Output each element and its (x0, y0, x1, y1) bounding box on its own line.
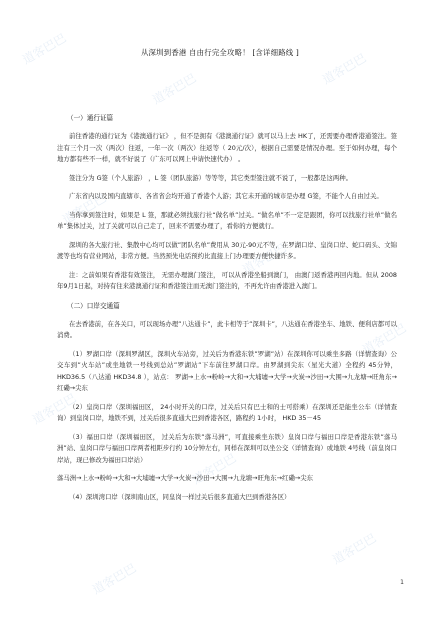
paragraph: 广东省内以及国内直辖市、各省省会均开通了香港个人游；其它未开通的城市是办理 G签，不能个人自由过关。 (69, 192, 383, 200)
paragraph: （2）皇岗口岸（深圳福田区， 24小时开关的口岸，过关后只有巴士和的士可搭乘）在深圳还是能坐公车（详情查询）到皇岗口岸，地铁不到，过关后很多直通大巴到香港各区，路程约 1小时， HKD 35－45 (57, 402, 397, 422)
section-heading-permits: （一）通行证篇 (67, 114, 114, 122)
watermark: 道客巴巴 (59, 190, 109, 227)
paragraph: 当你拿到签注时，如果是 L 签，那就必须找旅行社“做名单”过关。“做名单”不一定是跟团，你可以找旅行社单”做名单”集体过关，过了关就可以自己走了，回来不需要办理了，看你的方便就行。 (57, 210, 397, 230)
watermark: 道客巴巴 (19, 30, 69, 67)
paragraph: 注：之前如果有香港有效签注， 无需办理澳门签注， 可以从香港坐船到澳门， 由澳门返香港再回内地。但从 2008年9月1日起，对持有往来港澳通行证和香港签注而无澳门签注的，不再允许由香港进入澳门。 (57, 270, 397, 290)
section-heading-ports: （二）口岸交通篇 (67, 301, 120, 310)
watermark: 道客巴巴 (239, 240, 289, 277)
watermark: 道客巴巴 (359, 320, 409, 357)
paragraph: （3）福田口岸（深圳福田区， 过关后为东铁”落马洲”，可直接乘坐东铁）皇岗口岸与福田口岸是香港东铁”落马洲”站、皇岗口岸与福田口岸两者相距步行约 10分钟左右，同样在深圳可以坐公交（详情查询）或地铁 4号线（前皇岗口岸站，现已修改为福田口岸站） (57, 432, 397, 464)
watermark: 道客巴巴 (319, 50, 369, 87)
paragraph: 落马洲→上水→粉岭→大和→大埔墟→大学→火炭→沙田→大围→九龙塘→旺角东→红磡→尖东 (57, 474, 313, 482)
watermark: 道客巴巴 (189, 450, 239, 487)
document-title: 从深圳到香港 自由行完全攻略！ [含详细路线 ] (140, 48, 300, 57)
watermark: 道客巴巴 (329, 530, 379, 567)
watermark: 道客巴巴 (149, 70, 199, 107)
paragraph: （4）深圳湾口岸（深圳南山区，同皇岗一样过关后很多直通大巴到香港各区） (69, 492, 291, 501)
paragraph: 深圳的各大旅行社、集散中心均可以做”团队名单”费用从 30元-90元不等，在罗湖口岸、皇岗口岸、蛇口码头、文锦渡等也均有营业网站，非常方便。当然预先电话预约比直接上门办理要方便快捷许多。 (57, 240, 397, 260)
watermark: 道客巴巴 (29, 390, 79, 427)
paragraph: （1）罗湖口岸（深圳罗湖区，深圳火车站旁，过关后为香港东铁”罗湖”站）在深圳你可以乘坐多路（详情查询）公交车到”火车站”或坐地铁一号线到总站”罗湖站”下车前往罗湖口岸。由罗湖到尖东（星光大道）全程约 45分钟， HKD36.5（八达通 HKD34.8 ），站点： 罗湖→上水→粉岭→大和→大埔墟→大学→火炭→沙田→大围→九龙塘→旺角东→红磡→尖东 (57, 349, 397, 392)
watermark: 道客巴巴 (89, 560, 139, 597)
document-body (57, 110, 397, 510)
paragraph: 前往香港的通行证为《港澳通行证》 ，但不是拥有《港澳通行证》就可以马上去 HK了，还需要办理香港通签注。签注有三个月一次（两次）往返，一年一次（两次）往返等（ 20元/次），根据自己需要是情况办理。至于如何办理，每个地方都有些不一样，就不好说了（广东可以网上申请快速代办） 。 (57, 132, 397, 163)
page-number: 1 (400, 579, 404, 586)
paragraph: 签注分为 G签（个人旅游） ，L 签（团队旅游）等等等，其它类型签注就不说了，一般都是这两种。 (69, 173, 353, 182)
paragraph: 在去香港前，在各关口，可以现场办理”八达通卡”，此卡相等于”深圳卡”，八达通在香港坐车、地铁、便利店都可以消费。 (57, 319, 397, 339)
